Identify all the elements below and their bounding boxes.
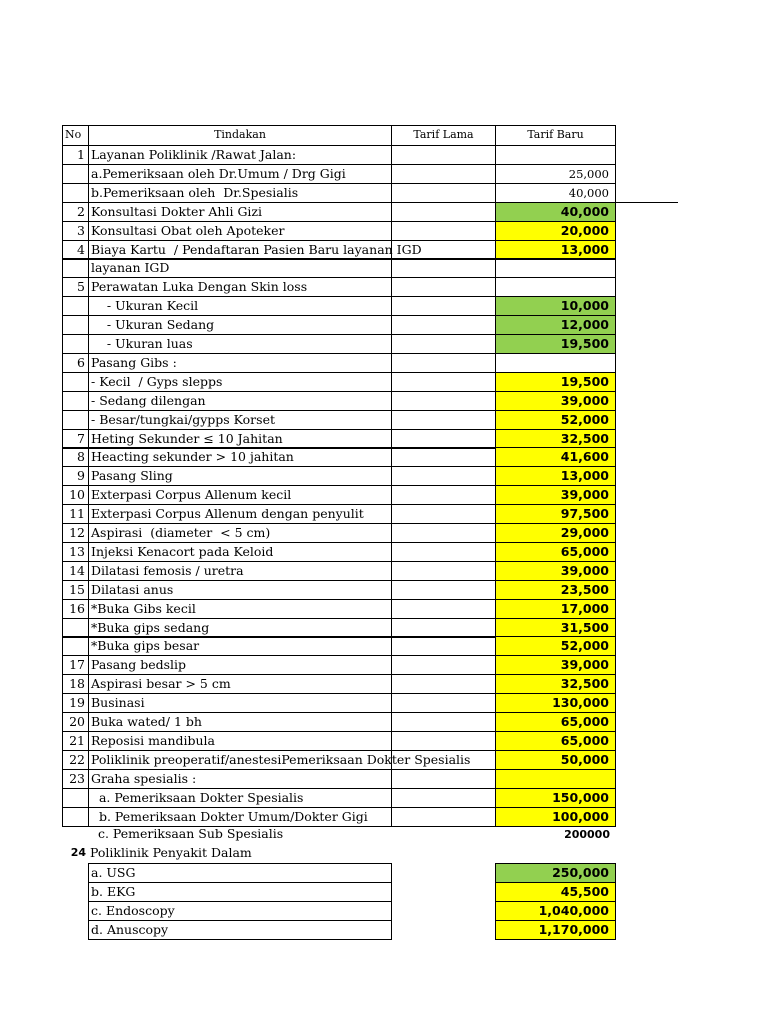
row-tarif-baru: 32,500 [495, 429, 616, 449]
row-tarif-lama [391, 712, 496, 732]
row-tindakan: a. Pemeriksaan Dokter Spesialis [88, 788, 392, 808]
row-tarif-baru: 10,000 [495, 296, 616, 316]
row-tarif-baru [495, 353, 616, 373]
row-tindakan: Poliklinik Penyakit Dalam [90, 845, 252, 860]
row-tarif-lama [391, 618, 496, 638]
row-number: 11 [62, 504, 89, 524]
row-tarif-lama [391, 750, 496, 770]
row-tarif-baru: 65,000 [495, 731, 616, 751]
row-tindakan: Konsultasi Obat oleh Apoteker [88, 221, 392, 241]
row-tarif-baru [495, 145, 616, 165]
row-tarif-lama [391, 334, 496, 354]
row-tindakan: a. USG [88, 863, 392, 883]
row-number: 15 [62, 580, 89, 600]
row-tarif-lama [391, 731, 496, 751]
row-tindakan: Graha spesialis : [88, 769, 392, 789]
row-number: 21 [62, 731, 89, 751]
row-number: 22 [62, 750, 89, 770]
row-tarif-lama [391, 485, 496, 505]
row-tindakan: *Buka gips besar [88, 636, 392, 656]
row-tindakan: Pasang Gibs : [88, 353, 392, 373]
row-number: 5 [62, 277, 89, 297]
row-tarif-baru: 200000 [564, 828, 610, 841]
row-number: 10 [62, 485, 89, 505]
row-tindakan: Reposisi mandibula [88, 731, 392, 751]
row-tindakan: Exterpasi Corpus Allenum kecil [88, 485, 392, 505]
row-tarif-baru: 1,170,000 [495, 920, 616, 940]
row-number: 6 [62, 353, 89, 373]
row-number [62, 410, 89, 430]
row-tindakan: a.Pemeriksaan oleh Dr.Umum / Drg Gigi [88, 164, 392, 184]
header-tarif-baru: Tarif Baru [495, 125, 616, 146]
row-number: 16 [62, 599, 89, 619]
row-tarif-lama [391, 674, 496, 694]
row-tarif-baru: 19,500 [495, 372, 616, 392]
row-tarif-baru: 13,000 [495, 466, 616, 486]
row-tarif-lama [391, 145, 496, 165]
row-tindakan: - Ukuran Sedang [88, 315, 392, 335]
row-tarif-baru: 23,500 [495, 580, 616, 600]
row-number: 4 [62, 240, 89, 260]
row-number [62, 372, 89, 392]
row-number [62, 258, 89, 278]
row-tindakan: Buka wated/ 1 bh [88, 712, 392, 732]
row-tarif-lama [391, 542, 496, 562]
row-number [62, 315, 89, 335]
row-tindakan: d. Anuscopy [88, 920, 392, 940]
row-tarif-baru: 20,000 [495, 221, 616, 241]
divider-line [616, 202, 678, 203]
row-number: 7 [62, 429, 89, 449]
row-tarif-baru: 12,000 [495, 315, 616, 335]
row-tarif-baru: 41,600 [495, 447, 616, 467]
row-tindakan: Dilatasi femosis / uretra [88, 561, 392, 581]
row-tarif-lama [391, 429, 496, 449]
row-number: 2 [62, 202, 89, 222]
row-tarif-baru: 250,000 [495, 863, 616, 883]
header-tindakan: Tindakan [88, 125, 392, 146]
row-tindakan: c. Pemeriksaan Sub Spesialis [90, 826, 284, 841]
row-number: 18 [62, 674, 89, 694]
row-number: 24 [70, 846, 86, 859]
row-number: 14 [62, 561, 89, 581]
row-tarif-baru: 40,000 [495, 183, 616, 203]
row-tarif-lama [391, 240, 496, 260]
row-tarif-baru: 52,000 [495, 410, 616, 430]
row-tarif-lama [391, 693, 496, 713]
row-tarif-lama [391, 504, 496, 524]
header-tarif-lama: Tarif Lama [391, 125, 496, 146]
header-no: No [62, 125, 89, 146]
row-tindakan: *Buka Gibs kecil [88, 599, 392, 619]
row-tindakan: - Ukuran luas [88, 334, 392, 354]
row-tindakan: c. Endoscopy [88, 901, 392, 921]
row-tindakan: Dilatasi anus [88, 580, 392, 600]
row-tindakan: - Sedang dilengan [88, 391, 392, 411]
row-tarif-baru: 65,000 [495, 712, 616, 732]
row-tindakan: Heacting sekunder > 10 jahitan [88, 447, 392, 467]
row-number: 1 [62, 145, 89, 165]
row-tarif-lama [391, 164, 496, 184]
row-tindakan: Injeksi Kenacort pada Keloid [88, 542, 392, 562]
row-tarif-baru [495, 258, 616, 278]
row-tarif-baru: 97,500 [495, 504, 616, 524]
row-tindakan: Konsultasi Dokter Ahli Gizi [88, 202, 392, 222]
row-tindakan: Aspirasi besar > 5 cm [88, 674, 392, 694]
row-number [62, 183, 89, 203]
row-number: 12 [62, 523, 89, 543]
row-tarif-baru: 130,000 [495, 693, 616, 713]
row-tarif-lama [391, 447, 496, 467]
row-tarif-lama [391, 599, 496, 619]
row-tarif-lama [391, 466, 496, 486]
row-number: 17 [62, 655, 89, 675]
row-tarif-baru [495, 277, 616, 297]
row-tarif-baru: 52,000 [495, 636, 616, 656]
row-tarif-baru: 1,040,000 [495, 901, 616, 921]
row-tarif-baru: 50,000 [495, 750, 616, 770]
row-tarif-baru: 150,000 [495, 788, 616, 808]
row-tarif-lama [391, 372, 496, 392]
row-tarif-baru: 39,000 [495, 655, 616, 675]
row-tindakan: Biaya Kartu / Pendaftaran Pasien Baru layanan IGD [88, 240, 392, 260]
row-tarif-baru: 39,000 [495, 391, 616, 411]
row-tindakan: b.Pemeriksaan oleh Dr.Spesialis [88, 183, 392, 203]
row-tarif-lama [391, 183, 496, 203]
row-tarif-lama [391, 580, 496, 600]
row-number: 20 [62, 712, 89, 732]
row-tindakan: b. EKG [88, 882, 392, 902]
row-tindakan: Businasi [88, 693, 392, 713]
row-number [62, 296, 89, 316]
row-tindakan: Perawatan Luka Dengan Skin loss [88, 277, 392, 297]
row-number [62, 788, 89, 808]
row-tindakan: Pasang Sling [88, 466, 392, 486]
row-number: 3 [62, 221, 89, 241]
row-tarif-lama [391, 202, 496, 222]
row-number [62, 807, 89, 827]
row-tarif-baru: 32,500 [495, 674, 616, 694]
row-tindakan: b. Pemeriksaan Dokter Umum/Dokter Gigi [88, 807, 392, 827]
row-tindakan: - Kecil / Gyps slepps [88, 372, 392, 392]
row-tarif-lama [391, 807, 496, 827]
row-tarif-lama [391, 221, 496, 241]
row-tarif-baru: 65,000 [495, 542, 616, 562]
row-tindakan: Layanan Poliklinik /Rawat Jalan: [88, 145, 392, 165]
row-tarif-baru: 17,000 [495, 599, 616, 619]
row-tarif-baru: 40,000 [495, 202, 616, 222]
row-number [62, 164, 89, 184]
row-number: 9 [62, 466, 89, 486]
row-tarif-lama [391, 523, 496, 543]
row-tarif-baru: 19,500 [495, 334, 616, 354]
row-tindakan: Aspirasi (diameter < 5 cm) [88, 523, 392, 543]
row-number: 23 [62, 769, 89, 789]
row-tarif-baru: 39,000 [495, 485, 616, 505]
row-tarif-lama [391, 410, 496, 430]
row-tindakan: - Besar/tungkai/gypps Korset [88, 410, 392, 430]
row-tindakan: *Buka gips sedang [88, 618, 392, 638]
row-number [62, 636, 89, 656]
row-tarif-baru: 13,000 [495, 240, 616, 260]
row-tarif-baru: 29,000 [495, 523, 616, 543]
row-tarif-baru: 39,000 [495, 561, 616, 581]
row-number [62, 391, 89, 411]
row-tarif-baru: 31,500 [495, 618, 616, 638]
row-tarif-lama [391, 277, 496, 297]
row-number [62, 334, 89, 354]
row-tarif-lama [391, 391, 496, 411]
row-number [62, 618, 89, 638]
row-tindakan: Exterpasi Corpus Allenum dengan penyulit [88, 504, 392, 524]
row-tarif-baru [495, 769, 616, 789]
row-tindakan: Pasang bedslip [88, 655, 392, 675]
row-tarif-lama [391, 258, 496, 278]
row-tarif-baru: 25,000 [495, 164, 616, 184]
row-tindakan: Poliklinik preoperatif/anestesiPemeriksaan Dokter Spesialis [88, 750, 392, 770]
row-tindakan: - Ukuran Kecil [88, 296, 392, 316]
row-tarif-lama [391, 769, 496, 789]
row-tarif-lama [391, 315, 496, 335]
row-number: 19 [62, 693, 89, 713]
row-tarif-baru: 45,500 [495, 882, 616, 902]
row-tarif-lama [391, 636, 496, 656]
row-tarif-lama [391, 296, 496, 316]
row-tarif-lama [391, 788, 496, 808]
row-number: 13 [62, 542, 89, 562]
row-tindakan: Heting Sekunder ≤ 10 Jahitan [88, 429, 392, 449]
row-tarif-lama [391, 353, 496, 373]
row-tarif-baru: 100,000 [495, 807, 616, 827]
row-tarif-lama [391, 655, 496, 675]
row-tarif-lama [391, 561, 496, 581]
row-number: 8 [62, 447, 89, 467]
row-tindakan: layanan IGD [88, 258, 392, 278]
